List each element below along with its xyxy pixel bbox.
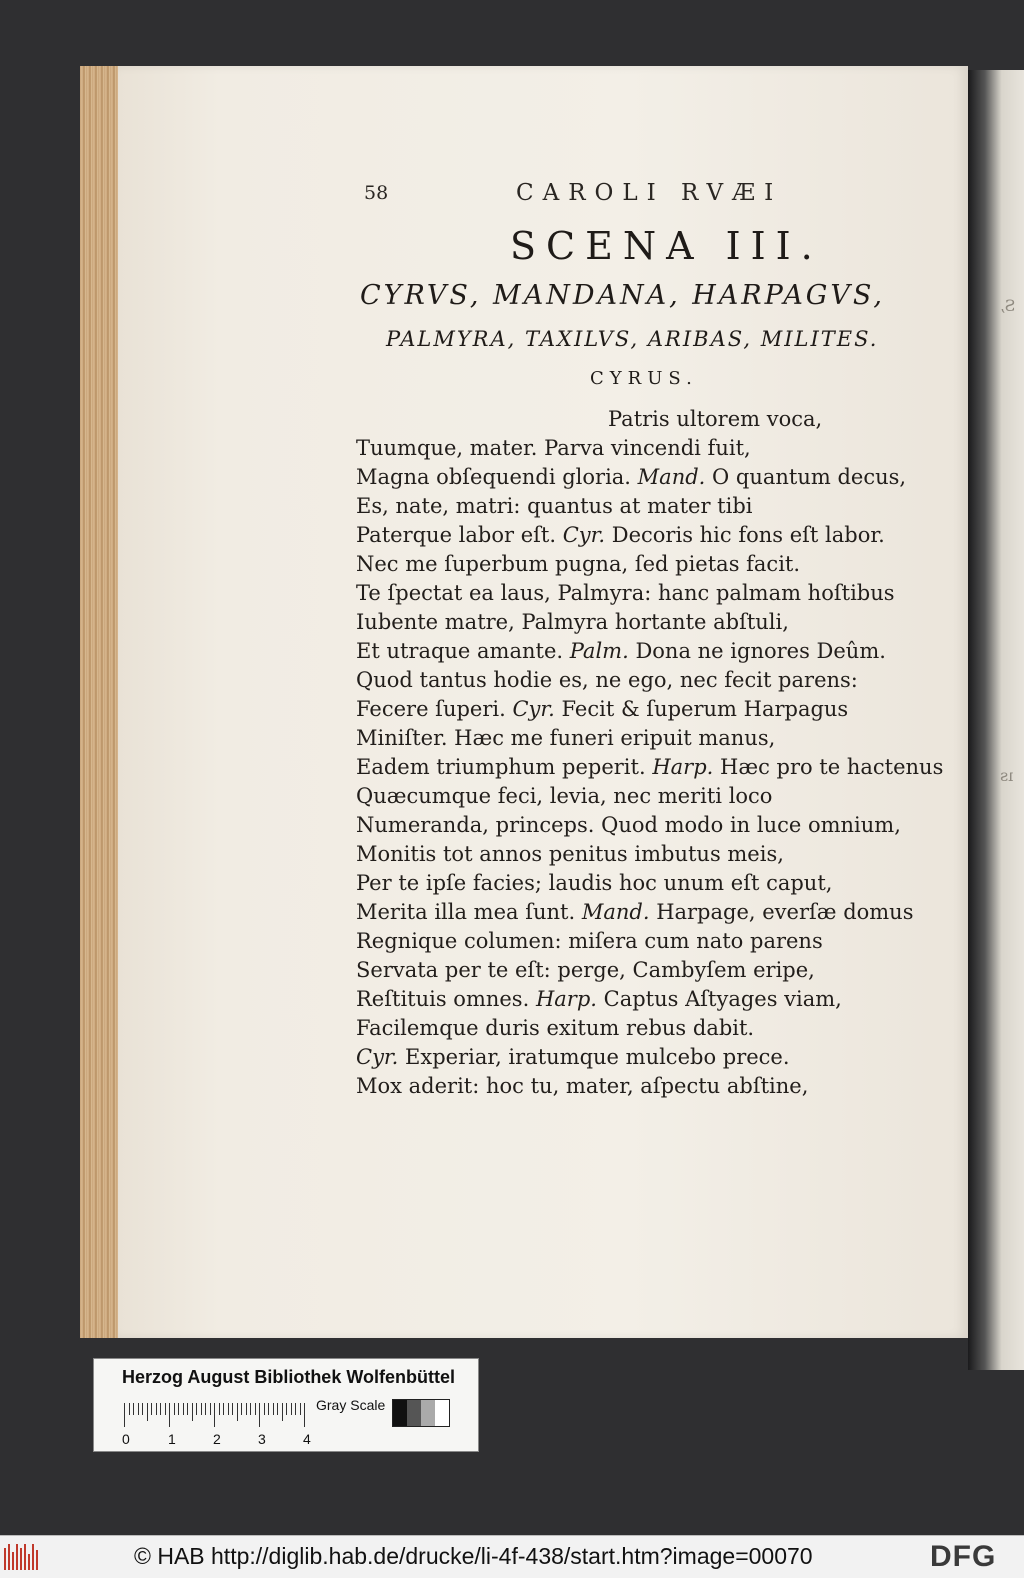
ruler-tick (178, 1403, 179, 1415)
ruler-tick (264, 1403, 265, 1415)
verse-line: Eadem triumphum peperit. Harp. Hæc pro te hactenus (356, 755, 944, 779)
ruler-tick (241, 1403, 242, 1415)
verse-line: Servata per te eſt: perge, Cambyſem eripe, (356, 958, 815, 982)
speaker-abbrev: Palm. (569, 639, 629, 663)
speaker-abbrev: Harp. (652, 755, 714, 779)
speaker-abbrev: Cyr. (562, 523, 606, 547)
ruler-tick (291, 1403, 292, 1415)
ruler-tick (246, 1403, 247, 1415)
verse-line: Cyr. Experiar, iratumque mulcebo prece. (356, 1045, 790, 1069)
ruler-tick (129, 1403, 130, 1415)
ruler-tick (151, 1403, 152, 1415)
ruler-tick (273, 1403, 274, 1415)
swatch (393, 1400, 407, 1426)
ruler-tick (165, 1403, 166, 1415)
ruler-tick (286, 1403, 287, 1415)
ruler-tick (147, 1403, 148, 1421)
verse-line: Paterque labor eſt. Cyr. Decoris hic fons eſt labor. (356, 523, 885, 547)
swatch (407, 1400, 421, 1426)
speaker-heading: CYRUS. (590, 368, 698, 389)
ruler-tick (160, 1403, 161, 1415)
ruler-tick (237, 1403, 238, 1421)
color-calibration-card (93, 1358, 479, 1452)
ruler-tick (210, 1403, 211, 1415)
page-number: 58 (364, 182, 389, 204)
speaker-abbrev: Cyr. (356, 1045, 399, 1069)
verse-line: Patris ultorem voca, (608, 407, 823, 431)
speaker-abbrev: Harp. (535, 987, 597, 1011)
ruler-tick (228, 1403, 229, 1415)
swatch (435, 1400, 449, 1426)
verse-line: Fecere ſuperi. Cyr. Fecit & ſuperum Harpagus (356, 697, 849, 721)
ruler-number: 3 (258, 1431, 266, 1447)
ruler-tick (277, 1403, 278, 1415)
ruler-tick (124, 1403, 125, 1427)
ruler-tick (142, 1403, 143, 1415)
verse-line: Facilemque duris exitum rebus dabit. (356, 1016, 755, 1040)
verse-line: Iubente matre, Palmyra hortante abſtuli, (356, 610, 789, 634)
ruler-tick (156, 1403, 157, 1415)
gray-scale-label: Gray Scale (316, 1397, 386, 1413)
verse-text (356, 405, 943, 1101)
verse-line: Es, nate, matri: quantus at mater tibi (356, 494, 753, 518)
ruler-tick (255, 1403, 256, 1415)
running-head: CAROLI RVÆI (516, 180, 783, 206)
footer-bar (0, 1535, 1024, 1578)
ruler-tick (138, 1403, 139, 1415)
verse-line: Et utraque amante. Palm. Dona ne ignores Deûm. (356, 639, 886, 663)
ruler-tick (133, 1403, 134, 1415)
speaker-abbrev: Cyr. (512, 697, 555, 721)
dfg-logo: DFG (930, 1540, 997, 1573)
ruler-tick (174, 1403, 175, 1415)
ruler-tick (196, 1403, 197, 1415)
ruler-tick (214, 1403, 215, 1427)
ruler-tick (169, 1403, 170, 1427)
verse-line: Mox aderit: hoc tu, mater, aſpectu abſtine, (356, 1074, 809, 1098)
ruler-tick (223, 1403, 224, 1415)
ruler-tick (250, 1403, 251, 1415)
ruler-tick (201, 1403, 202, 1415)
hab-logo-icon (4, 1544, 46, 1570)
dramatis-personae-line-2: PALMYRA, TAXILVS, ARIBAS, MILITES. (386, 327, 879, 351)
ruler-tick (282, 1403, 283, 1421)
gray-swatches (392, 1399, 450, 1427)
verse-line: Te ſpectat ea laus, Palmyra: hanc palmam hoſtibus (356, 581, 895, 605)
ruler-tick (259, 1403, 260, 1427)
page-edge (80, 66, 122, 1338)
swatch (421, 1400, 435, 1426)
ruler-tick (304, 1403, 305, 1427)
ruler-tick (205, 1403, 206, 1415)
speaker-abbrev: Mand. (637, 465, 706, 489)
bleed-through-text: ıs (1000, 766, 1014, 785)
facing-page-edge (968, 70, 1024, 1370)
dramatis-personae-line-1: CYRVS, MANDANA, HARPAGVS, (360, 280, 885, 311)
copyright-url[interactable]: © HAB http://diglib.hab.de/drucke/li-4f-438/start.htm?image=00070 (134, 1543, 813, 1569)
ruler-tick (232, 1403, 233, 1415)
ruler-number: 4 (303, 1431, 311, 1447)
ruler-tick (219, 1403, 220, 1415)
library-name: Herzog August Bibliothek Wolfenbüttel (122, 1367, 455, 1387)
bleed-through-text: S, (1000, 296, 1016, 315)
verse-line: Miniſter. Hæc me funeri eripuit manus, (356, 726, 776, 750)
verse-line: Magna obſequendi gloria. Mand. O quantum decus, (356, 465, 907, 489)
speaker-abbrev: Mand. (581, 900, 650, 924)
ruler-number: 1 (168, 1431, 176, 1447)
ruler-tick (187, 1403, 188, 1415)
verse-line: Per te ipſe facies; laudis hoc unum eſt caput, (356, 871, 833, 895)
verse-line: Regnique columen: miſera cum nato parens (356, 929, 823, 953)
verse-line: Tuumque, mater. Parva vincendi fuit, (356, 436, 751, 460)
scene-title: SCENA III. (510, 224, 823, 268)
ruler-tick (192, 1403, 193, 1421)
verse-line: Nec me ſuperbum pugna, ſed pietas facit. (356, 552, 801, 576)
ruler-tick (183, 1403, 184, 1415)
scale-ruler (124, 1403, 306, 1427)
ruler-tick (300, 1403, 301, 1415)
ruler-number: 2 (213, 1431, 221, 1447)
ruler-number: 0 (122, 1431, 130, 1447)
verse-line: Reſtituis omnes. Harp. Captus Aſtyages viam, (356, 987, 842, 1011)
verse-line: Monitis tot annos penitus imbutus meis, (356, 842, 784, 866)
verse-line: Merita illa mea ſunt. Mand. Harpage, everſæ domus (356, 900, 914, 924)
verse-line: Quæcumque feci, levia, nec meriti loco (356, 784, 773, 808)
verse-line: Numeranda, princeps. Quod modo in luce omnium, (356, 813, 901, 837)
verse-line: Quod tantus hodie es, ne ego, nec fecit parens: (356, 668, 858, 692)
ruler-tick (268, 1403, 269, 1415)
ruler-tick (295, 1403, 296, 1415)
